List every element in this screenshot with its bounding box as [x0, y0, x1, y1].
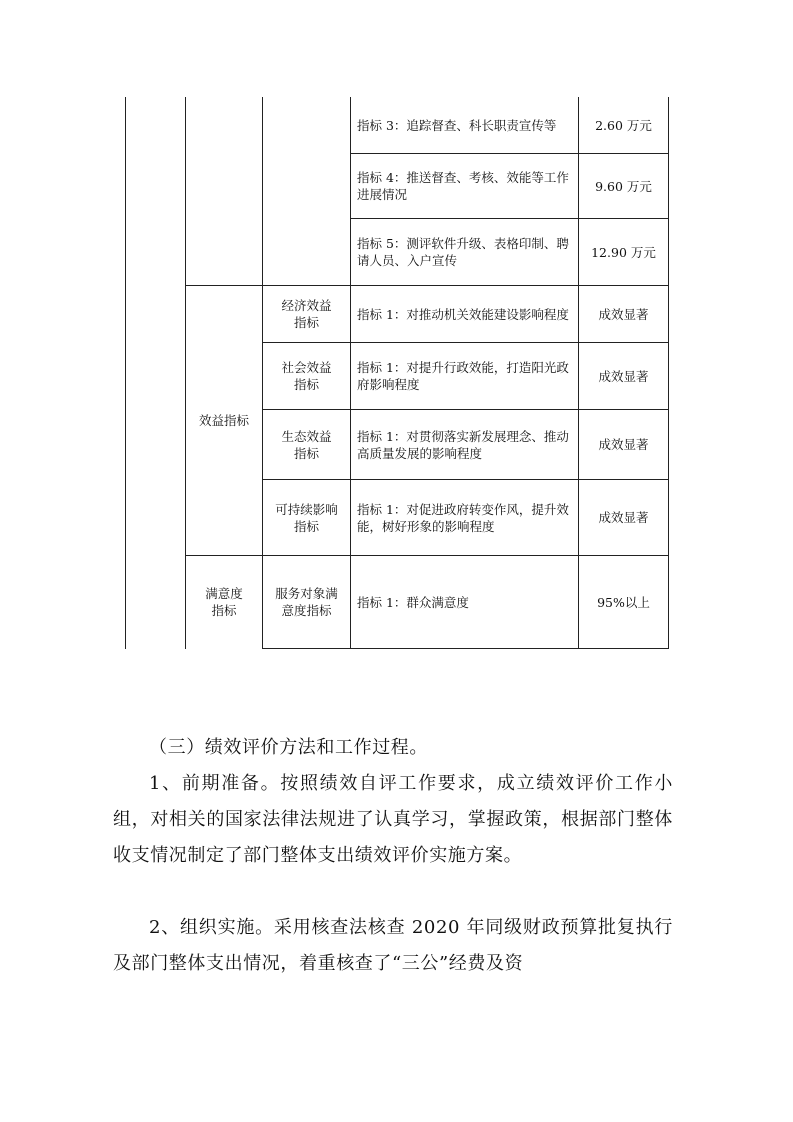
value-cell: 12.90 万元 [591, 244, 656, 260]
indicator-cell: 指标 1：群众满意度 [357, 594, 469, 610]
indicator-cell: 指标 1：对促进政府转变作风，提升效能，树好形象的影响程度 [357, 501, 569, 534]
sub-indicator-cell: 生态效益指标 [281, 428, 332, 461]
table-border-left [125, 97, 126, 649]
indicator-cell: 指标 3：追踪督查、科长职责宣传等 [357, 118, 557, 133]
indicator-cell: 指标 1：对提升行政效能，打造阳光政府影响程度 [357, 360, 569, 392]
value-cell: 成效显著 [598, 437, 649, 452]
indicator-cell: 指标 5：测评软件升级、表格印制、聘请人员、入户宣传 [357, 236, 569, 268]
sub-indicator-cell: 经济效益指标 [281, 298, 332, 330]
benefit-group-label: 效益指标 [198, 413, 249, 428]
value-cell: 95%以上 [597, 594, 650, 610]
section-heading: （三）绩效评价方法和工作过程。 [149, 737, 428, 758]
satisfaction-group-label: 满意度指标 [205, 586, 243, 618]
sub-indicator-cell: 社会效益指标 [281, 360, 332, 392]
value-cell: 成效显著 [598, 510, 649, 525]
paragraph: 1、前期准备。按照绩效自评工作要求，成立绩效评价工作小组，对相关的国家法律法规进了认真学习，掌握政策，根据部门整体收支情况制定了部门整体支出绩效评价实施方案。 [113, 773, 673, 866]
value-cell: 2.60 万元 [595, 118, 652, 133]
paragraph: 2、组织实施。采用核查法核查 2020 年同级财政预算批复执行及部门整体支出情况，着重核查了“三公”经费及资 [113, 917, 673, 974]
table-border-right [668, 97, 669, 649]
value-cell: 成效显著 [598, 368, 649, 384]
indicator-cell: 指标 1：对推动机关效能建设影响程度 [357, 306, 569, 322]
table-border-bottom [262, 648, 668, 649]
indicator-cell: 指标 1：对贯彻落实新发展理念、推动高质量发展的影响程度 [357, 428, 569, 461]
sub-indicator-cell: 可持续影响指标 [275, 501, 338, 534]
indicator-cell: 指标 4：推送督查、考核、效能等工作进展情况 [357, 170, 569, 202]
value-cell: 9.60 万元 [595, 178, 652, 194]
sub-indicator-cell: 服务对象满意度指标 [275, 586, 338, 618]
value-cell: 成效显著 [598, 306, 649, 322]
